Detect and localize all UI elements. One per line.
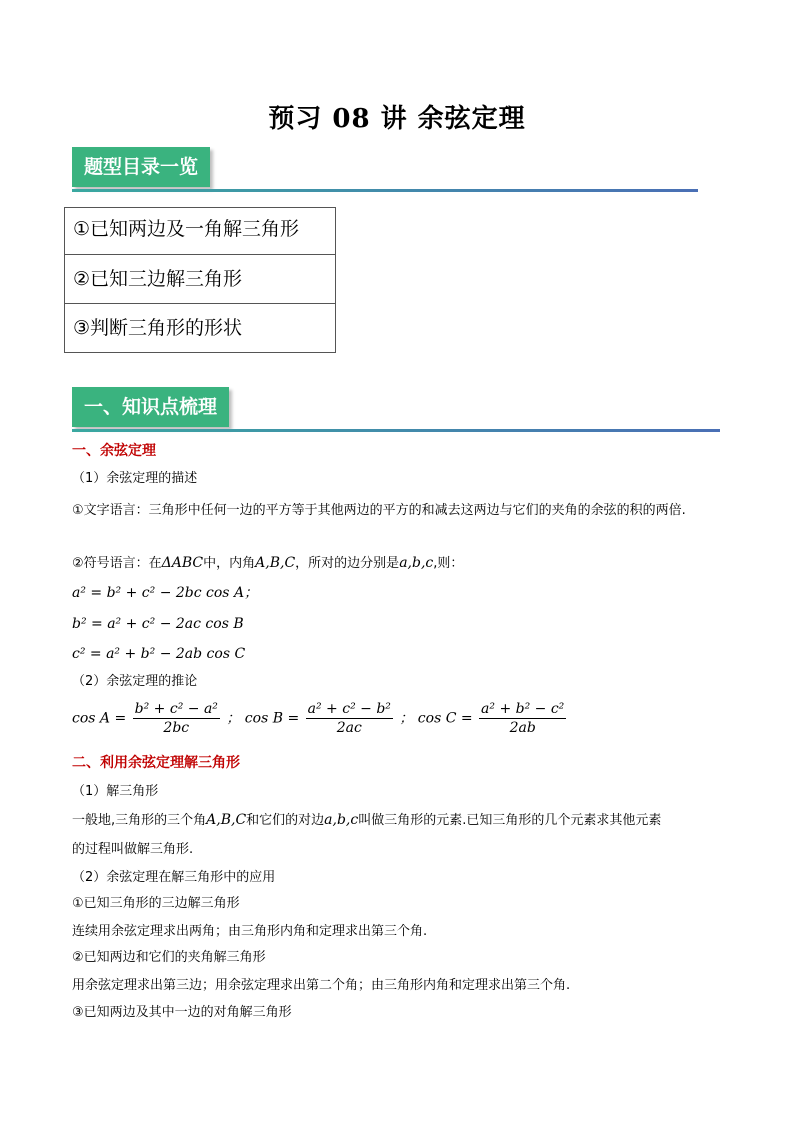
math-angles: A,B,C xyxy=(206,812,247,828)
text: ，所对的边分别是 xyxy=(295,556,400,571)
section-banner-question-types: 题型目录一览 xyxy=(72,147,210,187)
case-1-title: ①已知三角形的三边解三角形 xyxy=(72,896,240,911)
section-banner-knowledge: 一、知识点梳理 xyxy=(72,387,229,427)
fraction-cosB xyxy=(306,700,393,737)
fraction-cosC xyxy=(479,700,566,737)
subheading: （2）余弦定理的推论 xyxy=(72,674,198,689)
section-heading: 一、余弦定理 xyxy=(72,443,156,459)
fraction-cosA xyxy=(133,700,220,737)
denominator: 2bc xyxy=(163,720,190,736)
formula-a: a² = b² + c² − 2bc cos A； xyxy=(72,585,259,601)
cosC-label: ； cos C = xyxy=(399,710,473,727)
cosA-label: cos A = xyxy=(72,710,127,727)
formula-c: c² = a² + b² − 2ab cos C xyxy=(72,646,246,662)
divider xyxy=(72,429,720,432)
page-title: 预习 08 讲 余弦定理 xyxy=(268,104,526,134)
text: 中，内角 xyxy=(203,556,256,571)
text: ,则： xyxy=(433,556,464,571)
divider xyxy=(72,189,698,192)
case-1-text: 连续用余弦定理求出两角；由三角形内角和定理求出第三个角. xyxy=(72,924,428,939)
paragraph-symbol-language xyxy=(72,553,463,574)
subheading: （1）解三角形 xyxy=(72,784,159,799)
numerator: b² + c² − a² xyxy=(134,701,218,717)
text: 叫做三角形的元素.已知三角形的几个元素求其他元素 xyxy=(358,813,662,828)
case-2-title: ②已知两边和它们的夹角解三角形 xyxy=(72,950,266,965)
numerator: a² + c² − b² xyxy=(307,701,391,717)
math-angles: A,B,C xyxy=(255,555,296,571)
math-sides: a,b,c xyxy=(324,812,359,828)
toc-item-2[interactable]: ②已知三边解三角形 xyxy=(65,255,335,304)
denominator: 2ac xyxy=(336,720,362,736)
paragraph-definition xyxy=(72,810,722,831)
subheading: （1）余弦定理的描述 xyxy=(72,471,198,486)
toc-table xyxy=(64,207,336,353)
math-sides: a,b,c xyxy=(399,555,434,571)
section-heading: 二、利用余弦定理解三角形 xyxy=(72,755,240,771)
toc-item-3[interactable]: ③判断三角形的形状 xyxy=(73,317,243,339)
paragraph-text-language: ①文字语言：三角形中任何一边的平方等于其他两边的平方的和减去这两边与它们的夹角的余弦的积的两倍. xyxy=(72,503,686,518)
text: 和它们的对边 xyxy=(246,813,325,828)
text: 一般地,三角形的三个角 xyxy=(72,813,207,828)
toc-item-1[interactable]: ①已知两边及一角解三角形 xyxy=(65,208,335,255)
cosB-label: ； cos B = xyxy=(226,710,300,727)
corollary-formulas xyxy=(72,700,568,737)
math-triangle: ΔABC xyxy=(161,555,204,571)
case-2-text: 用余弦定理求出第三边；用余弦定理求出第二个角；由三角形内角和定理求出第三个角. xyxy=(72,978,571,993)
denominator: 2ab xyxy=(509,720,536,736)
paragraph-definition-line2: 的过程叫做解三角形. xyxy=(72,842,194,857)
text: ②符号语言：在 xyxy=(72,556,162,571)
formula-b: b² = a² + c² − 2ac cos B xyxy=(72,616,244,632)
numerator: a² + b² − c² xyxy=(481,701,565,717)
case-3-title: ③已知两边及其中一边的对角解三角形 xyxy=(72,1005,292,1020)
subheading: （2）余弦定理在解三角形中的应用 xyxy=(72,870,276,885)
